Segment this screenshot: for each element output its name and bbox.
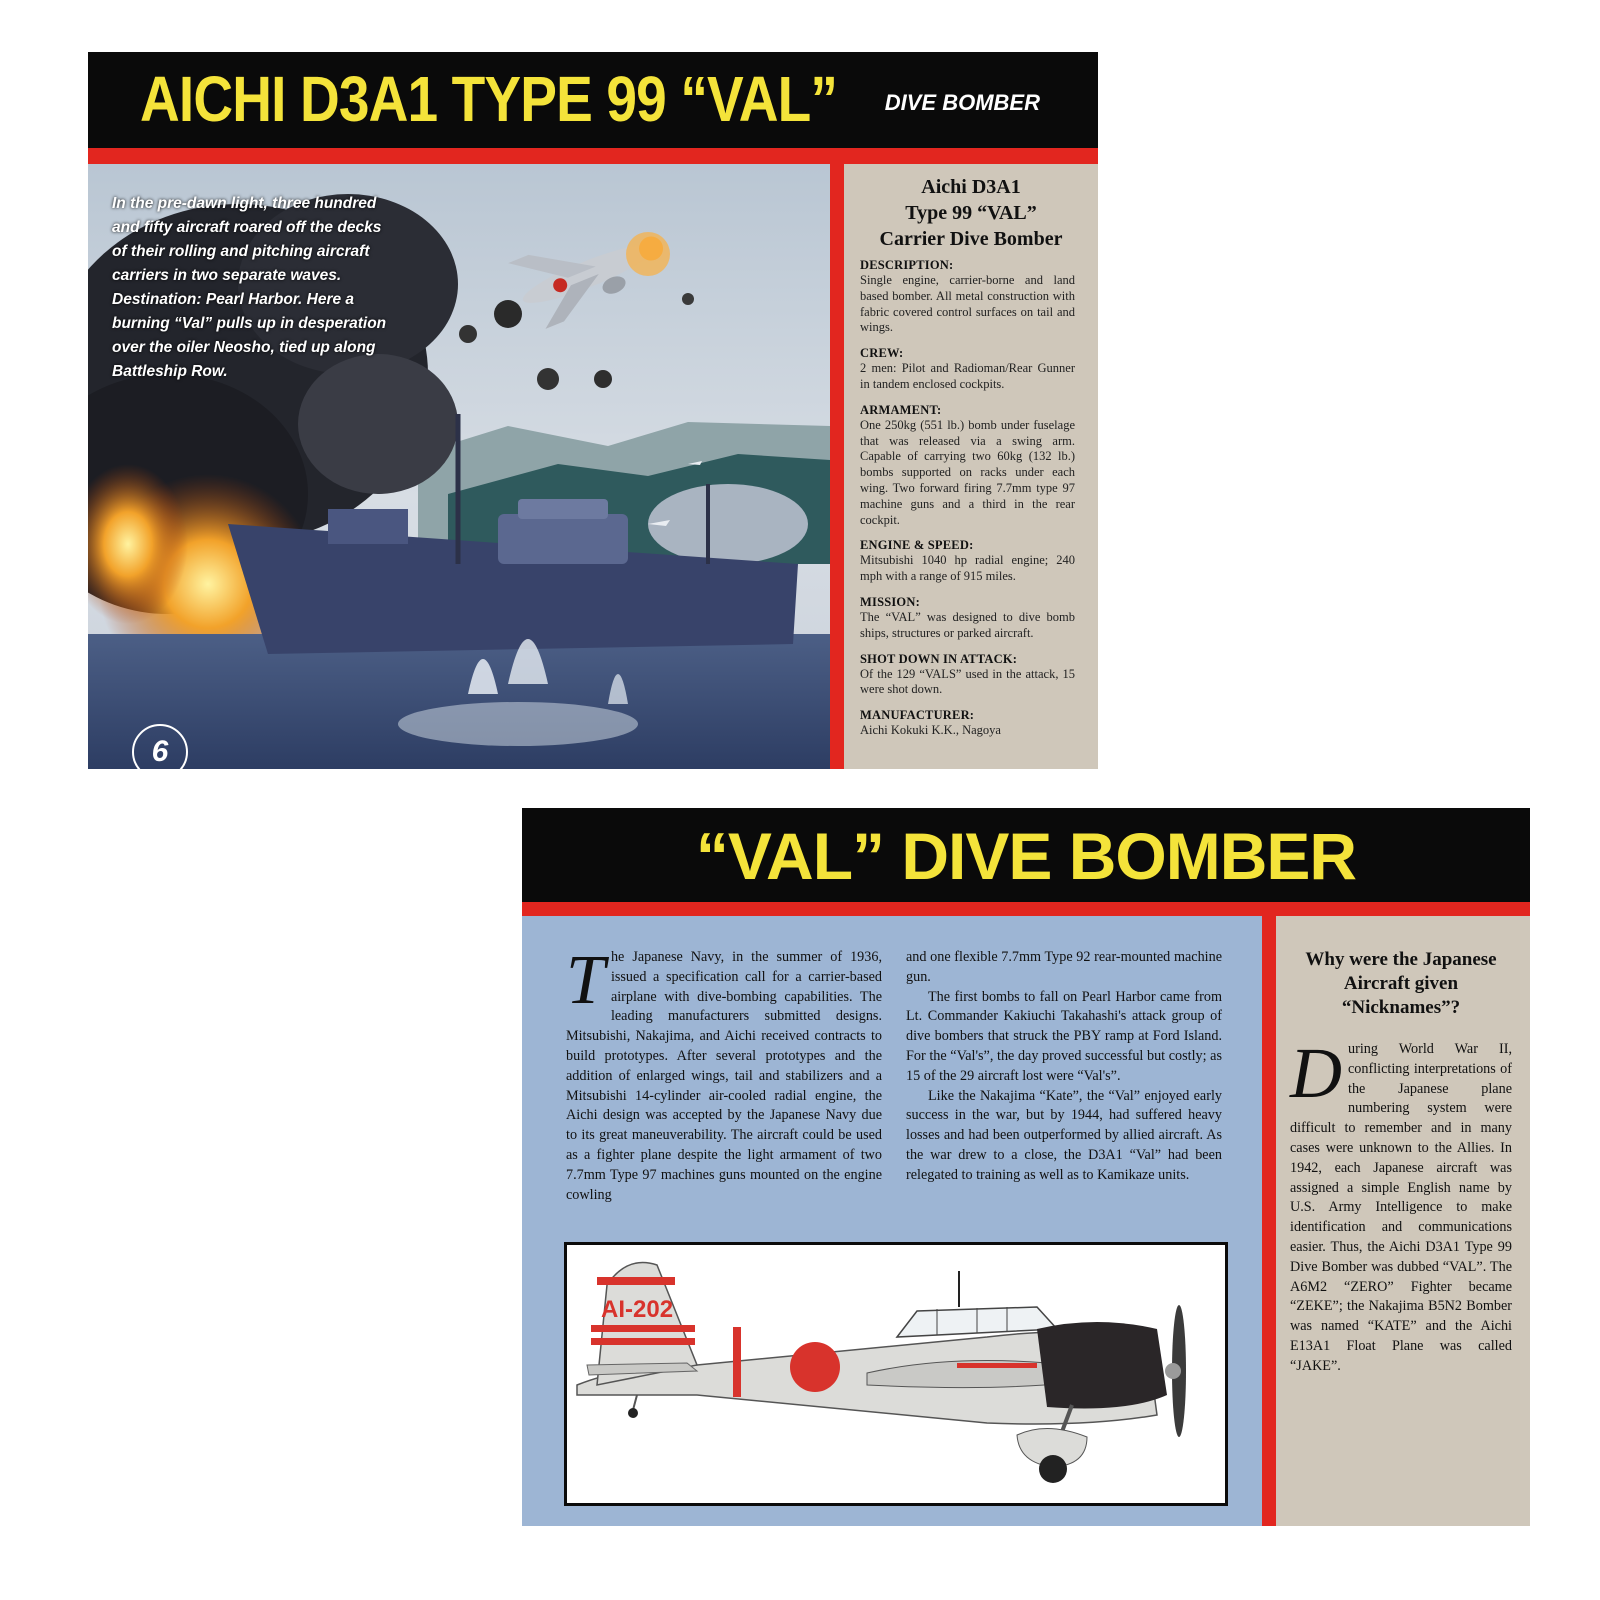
divider-red-stripe — [830, 164, 844, 769]
drop-cap: D — [1290, 1033, 1342, 1113]
spec-text: Mitsubishi 1040 hp radial engine; 240 mph with a range of 915 miles. — [860, 553, 1075, 584]
card-front-title: AICHI D3A1 TYPE 99 “VAL” — [140, 63, 838, 135]
sidebar-text: uring World War II, conflicting interpretations of the Japanese plane numbering system were difficult to remember and in many cases were unknown to the Allies. In 1942, each Japanese aircraft was assigned a simple English name by U.S. Army Intelligence to make identification and communications easier. Thus, the Aichi D3A1 Type 99 Dive Bomber was dubbed “VAL”. The A6M2 “ZERO” Fighter became “ZEKE”; the Nakajima B5N2 Bomber was named “KATE” and the Aichi E13A1 Float Plane was called “JAKE”. — [1290, 1041, 1512, 1374]
history-column-2 — [906, 948, 1222, 1186]
spec-engine-speed — [860, 538, 1075, 585]
spec-heading: MISSION: — [860, 594, 920, 609]
sidebar-question: Why were the Japanese Aircraft given “Nicknames”? — [1305, 949, 1497, 1018]
history-paragraph: The first bombs to fall on Pearl Harbor came from Lt. Commander Kakiuchi Takahashi's attack group of dive bombers that struck the PBY ramp at Ford Island. For the “Val's”, the day proved successful but costly; as 15 of the 29 aircraft lost were “Val's”. — [906, 988, 1222, 1084]
spec-heading: ARMAMENT: — [860, 402, 942, 417]
history-column-1 — [566, 942, 882, 1205]
spec-manufacturer — [860, 708, 1075, 739]
spec-heading: SHOT DOWN IN ATTACK: — [860, 651, 1018, 666]
spec-shot-down — [860, 652, 1075, 699]
val-side-profile — [567, 1245, 1225, 1503]
spec-crew — [860, 346, 1075, 393]
history-text: he Japanese Navy, in the summer of 1936, issued a specification call for a carrier-based airplane with dive-bombing capabilities. The leading manufacturers submitted designs. Mitsubishi, Nakajima, and Aichi received contracts to build prototypes. After several prototypes and the addition of enlarged wings, tail and stabilizers and a Mitsubishi 14-cylinder air-cooled radial engine, the Aichi design was accepted by the Japanese Navy due to its great maneuverability. The aircraft could be used as a fighter plane despite the light armament of two 7.7mm Type 97 machines guns mounted on the engine cowling — [566, 949, 882, 1203]
aircraft-code: AI-202 — [601, 1296, 674, 1323]
specifications-panel — [848, 174, 1094, 749]
spec-heading: DESCRIPTION: — [860, 258, 954, 272]
card-front-header — [88, 52, 1098, 148]
card-back-header — [522, 808, 1530, 902]
header-red-stripe — [88, 148, 1098, 164]
spec-heading: MANUFACTURER: — [860, 708, 975, 723]
card-number-badge: 6 — [132, 724, 188, 769]
spec-armament — [860, 403, 1075, 529]
spec-text: The “VAL” was designed to dive bomb ships, structures or parked aircraft. — [860, 609, 1075, 640]
pearl-harbor-painting — [88, 164, 830, 769]
header-red-stripe — [522, 902, 1530, 916]
history-paragraph: Like the Nakajima “Kate”, the “Val” enjoyed early success in the war, but by 1944, had suffered heavy losses and had been outperformed by allied aircraft. As the war drew to a close, the D3A1 “Val” had been relegated to training as well as to Kamikaze units. — [906, 1087, 1222, 1183]
spec-description — [860, 258, 1075, 336]
nicknames-sidebar — [1290, 948, 1512, 1377]
aircraft-profile-illustration — [564, 1242, 1228, 1506]
spec-text: One 250kg (551 lb.) bomb under fuselage that was released via a swing arm. Capable of carrying two 60kg (132 lb.) bombs supported on racks under each wing. Two forward firing 7.7mm type 97 machine guns and a third in the rear cockpit. — [860, 417, 1075, 527]
spec-text: Single engine, carrier-borne and land based bomber. All metal construction with fabric covered control surfaces on tail and wings. — [860, 273, 1075, 335]
sidebar-body — [1290, 1033, 1512, 1377]
card-back — [522, 808, 1530, 1526]
spec-text: Of the 129 “VALS” used in the attack, 15 were shot down. — [860, 666, 1075, 697]
spec-heading: CREW: — [860, 346, 904, 361]
divider-red-stripe — [1262, 916, 1276, 1526]
spec-heading: ENGINE & SPEED: — [860, 538, 974, 553]
painting-caption: In the pre-dawn light, three hundred and fifty aircraft roared off the decks of their rolling and pitching aircraft carriers in two separate waves. Destination: Pearl Harbor. Here a burning “Val” pulls up in desperation over the oiler Neosho, tied up along Battleship Row. — [112, 195, 387, 380]
card-back-title: “VAL” DIVE BOMBER — [695, 819, 1357, 893]
specs-title-line: Aichi D3A1 — [921, 176, 1021, 198]
spec-text: 2 men: Pilot and Radioman/Rear Gunner in tandem enclosed cockpits. — [860, 361, 1075, 391]
specs-title-line: Type 99 “VAL” — [905, 202, 1037, 224]
drop-cap: T — [566, 942, 605, 1019]
spec-mission — [860, 595, 1075, 642]
spec-text: Aichi Kokuki K.K., Nagoya — [860, 723, 1001, 738]
history-paragraph: and one flexible 7.7mm Type 92 rear-mounted machine gun. — [906, 949, 1222, 985]
card-front-type-label: DIVE BOMBER — [884, 90, 1040, 115]
specs-title — [848, 174, 1094, 252]
card-front — [88, 52, 1098, 769]
specs-title-line: Carrier Dive Bomber — [879, 228, 1063, 250]
